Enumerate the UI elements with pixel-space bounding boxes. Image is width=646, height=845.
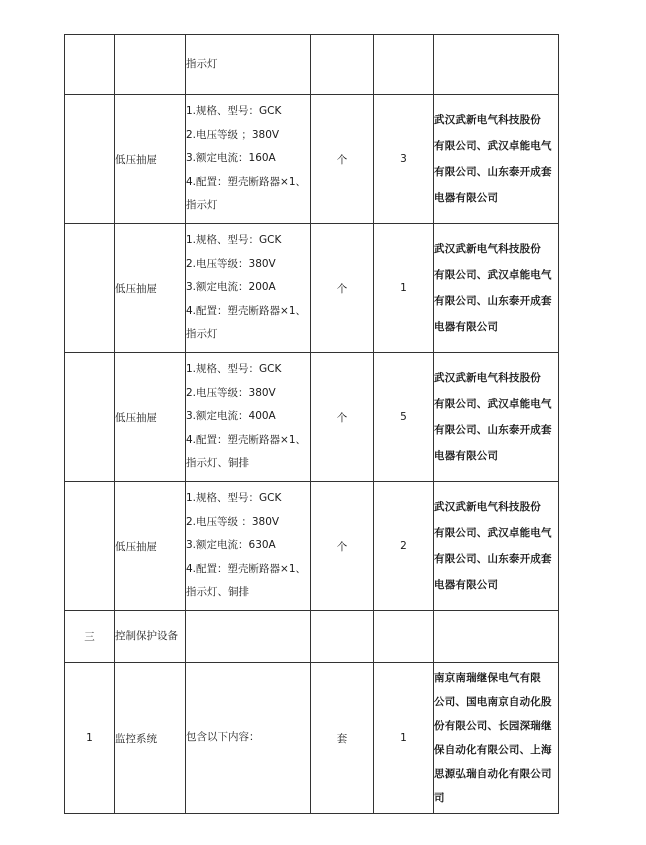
item-name-cell [115, 35, 186, 95]
spec-line: 3.额定电流：400A [186, 410, 276, 423]
spec-line: 2.电压等级 ；380V [186, 128, 280, 141]
unit-cell: 个 [311, 95, 374, 224]
spec-line: 指示灯 [186, 57, 218, 70]
quantity-cell: 1 [374, 224, 434, 353]
supplier-line: 电器有限公司 [434, 192, 499, 204]
spec-line: 4.配置：塑壳断路器×1、 [186, 175, 306, 188]
spec-line: 4.配置：塑壳断路器×1、 [186, 562, 306, 575]
supplier-cell [434, 224, 559, 353]
supplier-line: 电器有限公司 [434, 321, 499, 333]
supplier-line: 电器有限公司 [434, 579, 499, 591]
quantity-cell: 3 [374, 95, 434, 224]
item-name-cell: 监控系统 [115, 663, 186, 814]
spec-cell [186, 224, 311, 353]
supplier-cell [434, 611, 559, 663]
table-row [65, 35, 559, 95]
supplier-line: 有限公司、武汉卓能电气 [434, 527, 552, 539]
supplier-cell [434, 35, 559, 95]
table-row [65, 95, 559, 224]
spec-line: 1.规格、型号：GCK [186, 363, 282, 376]
row-number-cell [65, 95, 115, 224]
spec-line: 3.额定电流：200A [186, 281, 276, 294]
supplier-line: 武汉武新电气科技股份 [434, 114, 541, 126]
spec-cell [186, 95, 311, 224]
spec-cell [186, 35, 311, 95]
supplier-line: 思源弘瑞自动化有限公司 [434, 768, 552, 780]
table-row [65, 663, 559, 814]
unit-cell: 套 [311, 663, 374, 814]
spec-line: 指示灯 [186, 199, 218, 212]
spec-cell [186, 663, 311, 814]
row-number-cell [65, 353, 115, 482]
quantity-cell: 1 [374, 663, 434, 814]
spec-cell [186, 353, 311, 482]
supplier-cell [434, 482, 559, 611]
item-name-cell: 控制保护设备 [115, 611, 186, 663]
row-number-cell [65, 482, 115, 611]
item-name-cell: 低压抽屉 [115, 95, 186, 224]
row-number-cell [65, 35, 115, 95]
supplier-line: 武汉武新电气科技股份 [434, 372, 541, 384]
supplier-line: 有限公司、山东泰开成套 [434, 424, 552, 436]
supplier-line: 武汉武新电气科技股份 [434, 243, 541, 255]
spec-line: 1.规格、型号：GCK [186, 105, 282, 118]
supplier-line: 有限公司、山东泰开成套 [434, 295, 552, 307]
supplier-line: 有限公司、山东泰开成套 [434, 166, 552, 178]
supplier-line: 司 [434, 792, 445, 804]
supplier-cell [434, 663, 559, 814]
quantity-cell: 2 [374, 482, 434, 611]
spec-line: 4.配置：塑壳断路器×1、 [186, 304, 306, 317]
spec-cell [186, 611, 311, 663]
supplier-line: 公司、国电南京自动化股 [434, 696, 552, 708]
supplier-line: 有限公司、武汉卓能电气 [434, 140, 552, 152]
table-body [65, 35, 559, 814]
unit-cell [311, 611, 374, 663]
spec-cell [186, 482, 311, 611]
unit-cell: 个 [311, 353, 374, 482]
item-name-cell: 低压抽屉 [115, 482, 186, 611]
supplier-line: 武汉武新电气科技股份 [434, 501, 541, 513]
table-row [65, 353, 559, 482]
spec-line: 3.额定电流：630A [186, 539, 276, 552]
spec-line: 1.规格、型号：GCK [186, 234, 282, 247]
row-number-cell: 1 [65, 663, 115, 814]
spec-line: 4.配置：塑壳断路器×1、 [186, 433, 306, 446]
supplier-cell [434, 353, 559, 482]
supplier-line: 南京南瑞继保电气有限 [434, 672, 541, 684]
spec-line: 指示灯、铜排 [186, 586, 249, 599]
supplier-line: 电器有限公司 [434, 450, 499, 462]
table-row [65, 482, 559, 611]
spec-line: 2.电压等级：380V [186, 257, 276, 270]
supplier-cell [434, 95, 559, 224]
unit-cell: 个 [311, 224, 374, 353]
quantity-cell [374, 35, 434, 95]
spec-line: 包含以下内容： [186, 731, 260, 744]
spec-line: 指示灯、铜排 [186, 457, 249, 470]
equipment-spec-table [64, 34, 559, 814]
unit-cell: 个 [311, 482, 374, 611]
spec-line: 2.电压等级 ：380V [186, 515, 280, 528]
spec-line: 指示灯 [186, 328, 218, 341]
item-name-cell: 低压抽屉 [115, 353, 186, 482]
supplier-line: 有限公司、武汉卓能电气 [434, 269, 552, 281]
supplier-line: 份有限公司、长园深瑞继 [434, 720, 552, 732]
row-number-cell [65, 224, 115, 353]
quantity-cell [374, 611, 434, 663]
supplier-line: 有限公司、武汉卓能电气 [434, 398, 552, 410]
unit-cell [311, 35, 374, 95]
table-row [65, 224, 559, 353]
spec-line: 3.额定电流：160A [186, 152, 276, 165]
quantity-cell: 5 [374, 353, 434, 482]
row-number-cell: 三 [65, 611, 115, 663]
spec-line: 1.规格、型号：GCK [186, 492, 282, 505]
table-row [65, 611, 559, 663]
supplier-line: 保自动化有限公司、上海 [434, 744, 552, 756]
item-name-cell: 低压抽屉 [115, 224, 186, 353]
supplier-line: 有限公司、山东泰开成套 [434, 553, 552, 565]
spec-line: 2.电压等级：380V [186, 386, 276, 399]
